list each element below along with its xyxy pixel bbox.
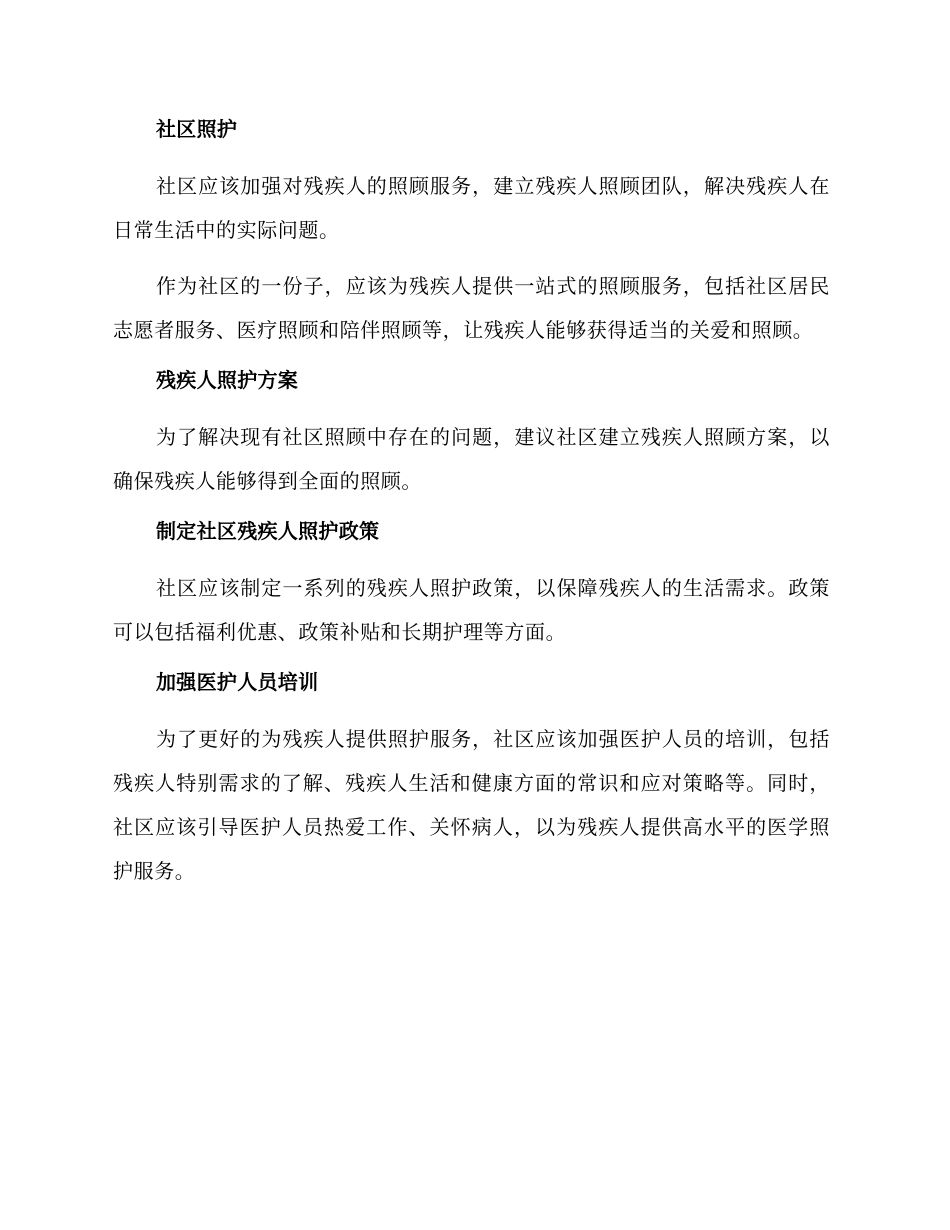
section-care-plan xyxy=(113,364,830,503)
body-paragraph: 社区应该加强对残疾人的照顾服务，建立残疾人照顾团队，解决残疾人在日常生活中的实际问题。 xyxy=(113,174,830,242)
body-paragraph: 作为社区的一份子，应该为残疾人提供一站式的照顾服务，包括社区居民志愿者服务、医疗照顾和陪伴照顾等，让残疾人能够获得适当的关爱和照顾。 xyxy=(113,274,830,342)
section-staff-training xyxy=(113,666,830,893)
body-paragraph: 为了解决现有社区照顾中存在的问题，建议社区建立残疾人照顾方案，以确保残疾人能够得到全面的照顾。 xyxy=(113,425,830,493)
section-community-care xyxy=(113,113,830,352)
section-heading: 残疾人照护方案 xyxy=(156,368,299,392)
section-heading: 制定社区残疾人照护政策 xyxy=(156,519,380,543)
section-heading: 社区照护 xyxy=(156,117,238,141)
section-care-policy xyxy=(113,515,830,654)
body-paragraph: 为了更好的为残疾人提供照护服务，社区应该加强医护人员的培训，包括残疾人特别需求的了解、残疾人生活和健康方面的常识和应对策略等。同时，社区应该引导医护人员热爱工作、关怀病人，以为残疾人提供高水平的医学照护服务。 xyxy=(113,727,830,883)
body-paragraph: 社区应该制定一系列的残疾人照护政策，以保障残疾人的生活需求。政策可以包括福利优惠、政策补贴和长期护理等方面。 xyxy=(113,576,830,644)
section-heading: 加强医护人员培训 xyxy=(156,670,319,694)
